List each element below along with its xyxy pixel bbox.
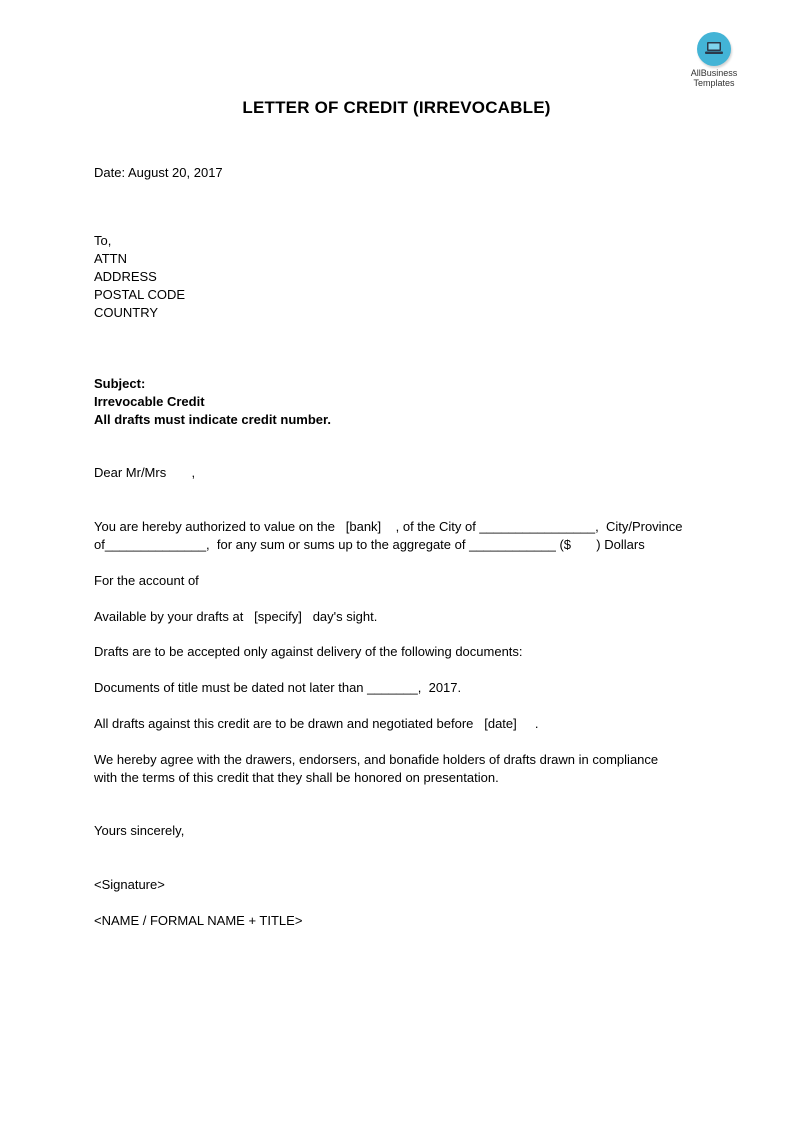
document-title: LETTER OF CREDIT (IRREVOCABLE) [242,98,551,117]
authorization-line1: You are hereby authorized to value on the [bank] , of the City of ________________, City/Province [94,519,683,534]
recipient-address: ADDRESS [94,269,157,284]
salutation: Dear Mr/Mrs , [94,465,196,480]
allbusiness-logo [684,32,744,88]
closing: Yours sincerely, [94,823,185,838]
laptop-icon [697,32,731,66]
recipient-postal-code: POSTAL CODE [94,287,186,302]
name-title-placeholder: <NAME / FORMAL NAME + TITLE> [94,913,303,928]
authorization-line2: of______________, for any sum or sums up to the aggregate of ____________ ($ ) Dollars [94,537,645,552]
documents-line: Drafts are to be accepted only against delivery of the following documents: [94,644,523,659]
date-line: Date: August 20, 2017 [94,165,223,180]
agreement-line1: We hereby agree with the drawers, endorsers, and bonafide holders of drafts drawn in compliance [94,752,659,767]
recipient-attn: ATTN [94,251,127,266]
recipient-country: COUNTRY [94,305,159,320]
signature-placeholder: <Signature> [94,877,165,892]
logo-line2: Templates [693,78,735,88]
subject-line1: Irrevocable Credit [94,394,205,409]
agreement-line2: with the terms of this credit that they shall be honored on presentation. [94,770,499,785]
subject-line2: All drafts must indicate credit number. [94,412,331,427]
subject-label: Subject: [94,376,146,391]
account-line: For the account of [94,573,199,588]
drafts-sight-line: Available by your drafts at [specify] day's sight. [94,609,378,624]
negotiation-line: All drafts against this credit are to be drawn and negotiated before [date] . [94,716,539,731]
recipient-to: To, [94,233,112,248]
logo-line1: AllBusiness [690,68,738,78]
title-documents-line: Documents of title must be dated not later than _______, 2017. [94,680,462,695]
